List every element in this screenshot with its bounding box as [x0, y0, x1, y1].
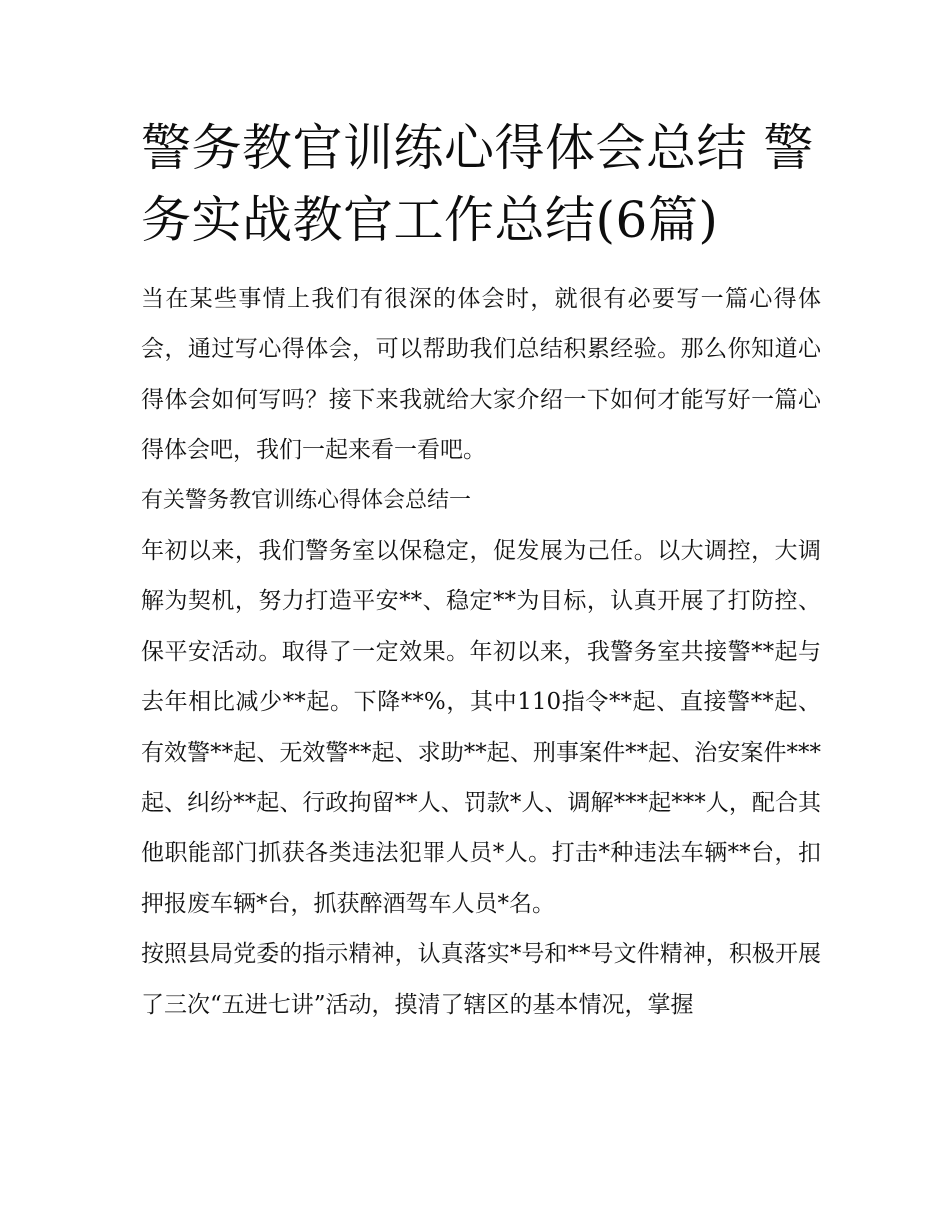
document-body: [141, 274, 821, 1030]
section-heading: 有关警务教官训练心得体会总结一: [141, 487, 472, 513]
body-paragraph-2: 按照县局党委的指示精神，认真落实*号和**号文件精神，积极开展了三次“五进七讲”活动，摸清了辖区的基本情况，掌握: [141, 941, 821, 1018]
body-paragraph-1: 年初以来，我们警务室以保稳定，促发展为己任。以大调控，大调解为契机，努力打造平安**、稳定**为目标，认真开展了打防控、保平安活动。取得了一定效果。年初以来，我警务室共接警**起与去年相比减少**起。下降**%，其中110指令**起、直接警**起、有效警**起、无效警**起、求助**起、刑事案件**起、治安案件***起、纠纷**起、行政拘留**人、罚款*人、调解***起***人，配合其他职能部门抓获各类违法犯罪人员*人。打击*种违法车辆**台，扣押报废车辆*台，抓获醉酒驾车人员*名。: [141, 538, 821, 917]
document-page: [141, 112, 821, 1030]
document-title: 警务教官训练心得体会总结 警务实战教官工作总结(6篇): [141, 119, 814, 249]
intro-paragraph: 当在某些事情上我们有很深的体会时，就很有必要写一篇心得体会，通过写心得体会，可以帮助我们总结积累经验。那么你知道心得体会如何写吗？接下来我就给大家介绍一下如何才能写好一篇心得体会吧，我们一起来看一看吧。: [141, 286, 821, 464]
